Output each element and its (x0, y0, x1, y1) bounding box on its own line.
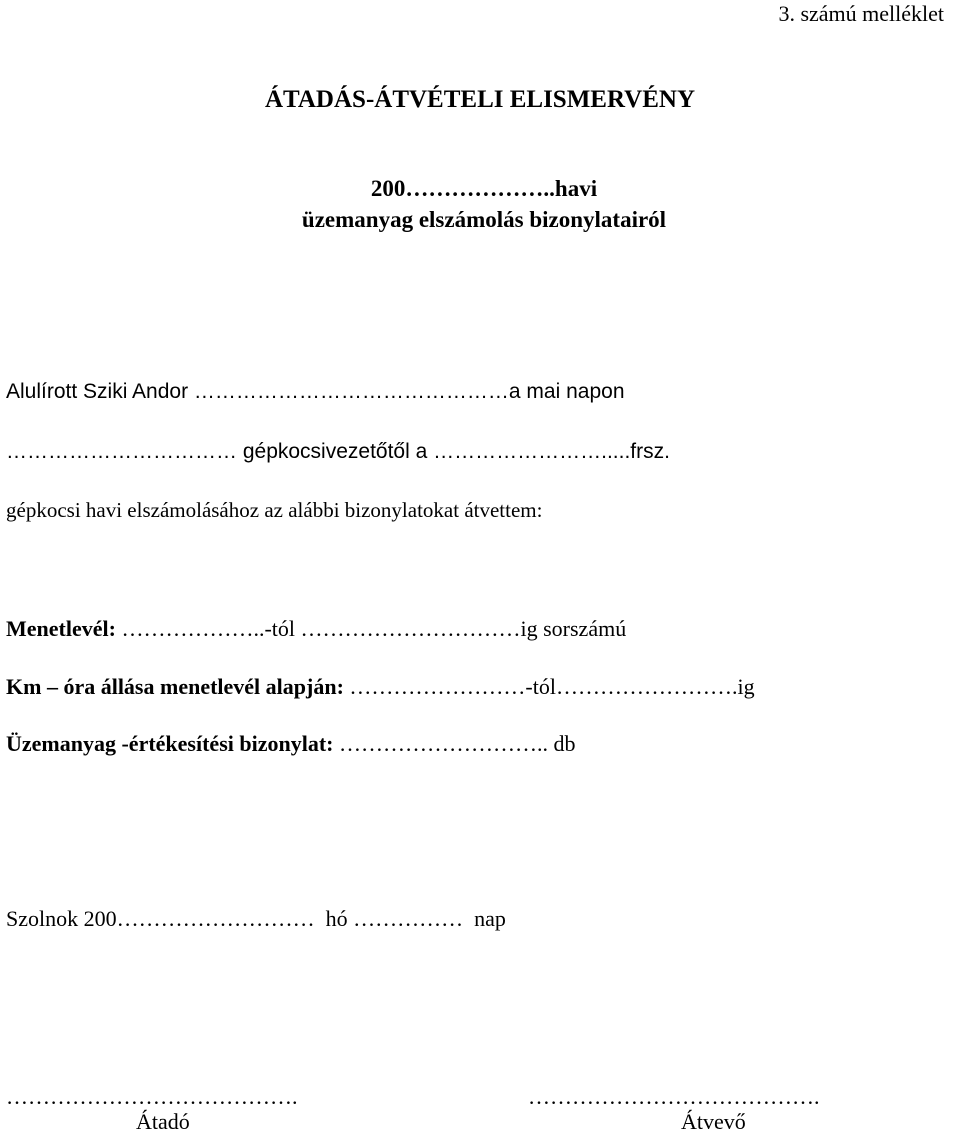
field-menetlevel (6, 618, 626, 640)
body-line-2: …………………………… gépkocsivezetőtől a …………………….....frsz. (6, 440, 670, 463)
annex-label: 3. számú melléklet (778, 1, 944, 26)
fuel-value: ……………………….. db (333, 731, 576, 756)
signature-line-left: …………………………………. (6, 1084, 298, 1109)
menetlevel-label: Menetlevél: (6, 616, 116, 641)
signature-line-right: …………………………………. (528, 1084, 820, 1109)
menetlevel-value: ………………..-tól …………………………ig sorszámú (115, 616, 627, 641)
subtitle-period: 200………………..havi (370, 176, 598, 201)
km-label: Km – óra állása menetlevél alapján: (6, 674, 344, 699)
body-line-1: Alulírott Sziki Andor ………………………………………a mai napon (6, 380, 625, 403)
place-date-line: Szolnok 200……………………… hó …………… nap (6, 906, 506, 931)
signature-label-atvevo: Átvevő (681, 1109, 746, 1134)
km-value: ……………………-tól…………………….ig (343, 674, 755, 699)
fuel-label: Üzemanyag -értékesítési bizonylat: (6, 731, 334, 756)
signature-label-atado: Átadó (136, 1109, 190, 1134)
field-km-ora (6, 676, 755, 698)
body-line-3: gépkocsi havi elszámolásához az alábbi bizonylatokat átvettem: (6, 498, 543, 522)
field-fuel-receipt (6, 733, 575, 755)
document-title: ÁTADÁS-ÁTVÉTELI ELISMERVÉNY (265, 86, 695, 113)
subtitle-description: üzemanyag elszámolás bizonylatairól (301, 207, 667, 232)
